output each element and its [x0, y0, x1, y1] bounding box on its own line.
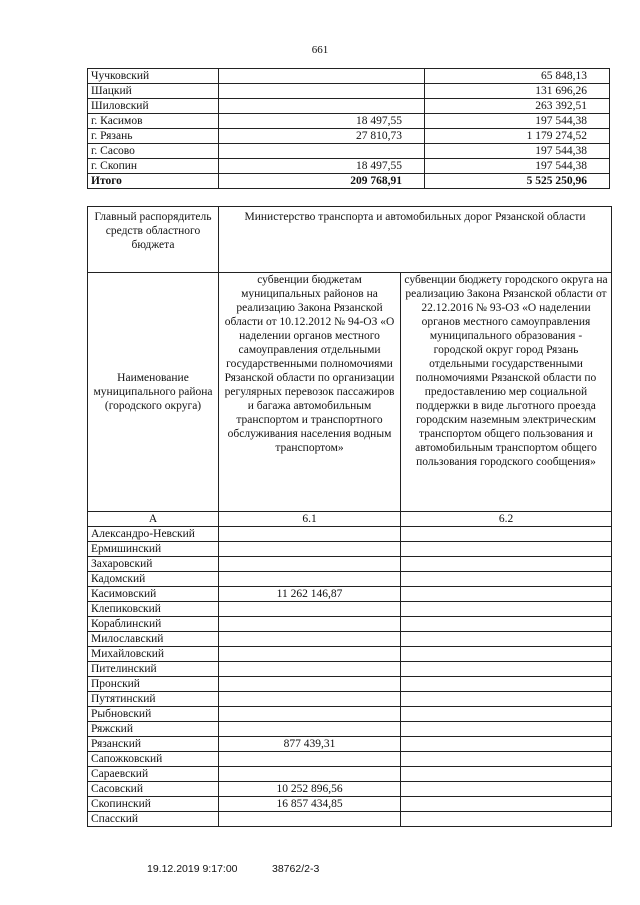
table-row — [88, 752, 612, 767]
district-name: Милославский — [88, 632, 219, 647]
value-6-2 — [401, 767, 612, 782]
value-cell: 263 392,51 — [425, 99, 610, 114]
district-name: Ермишинский — [88, 542, 219, 557]
region-name: г. Касимов — [88, 114, 219, 129]
table-row — [88, 722, 612, 737]
district-name: Клепиковский — [88, 602, 219, 617]
district-name: Ряжский — [88, 722, 219, 737]
value-6-1 — [219, 812, 401, 827]
footer-doc-id: 38762/2-3 — [272, 863, 320, 875]
value-6-2 — [401, 692, 612, 707]
value-6-2 — [401, 647, 612, 662]
value-cell — [219, 99, 425, 114]
district-name: Касимовский — [88, 587, 219, 602]
table-row — [88, 677, 612, 692]
value-cell: 1 179 274,52 — [425, 129, 610, 144]
region-name: Шацкий — [88, 84, 219, 99]
table-row — [88, 647, 612, 662]
value-6-2 — [401, 527, 612, 542]
table-row — [88, 692, 612, 707]
table-row — [88, 767, 612, 782]
district-name: Спасский — [88, 812, 219, 827]
table-row — [88, 707, 612, 722]
code-6-2: 6.2 — [401, 512, 612, 527]
district-name: Путятинский — [88, 692, 219, 707]
ministry-name: Министерство транспорта и автомобильных дорог Рязанской области — [219, 207, 612, 273]
code-a: А — [88, 512, 219, 527]
table-row — [88, 542, 612, 557]
value-6-1 — [219, 572, 401, 587]
value-cell: 131 696,26 — [425, 84, 610, 99]
table-row — [88, 587, 612, 602]
value-6-1 — [219, 707, 401, 722]
value-6-2 — [401, 662, 612, 677]
value-6-1 — [219, 662, 401, 677]
value-6-1 — [219, 677, 401, 692]
district-name: Рязанский — [88, 737, 219, 752]
page-number: 661 — [311, 44, 329, 56]
value-6-1: 16 857 434,85 — [219, 797, 401, 812]
district-name: Кораблинский — [88, 617, 219, 632]
value-cell: 197 544,38 — [425, 159, 610, 174]
value-6-1 — [219, 752, 401, 767]
value-cell — [219, 144, 425, 159]
value-6-2 — [401, 737, 612, 752]
value-6-2 — [401, 722, 612, 737]
value-6-2 — [401, 632, 612, 647]
footer-timestamp: 19.12.2019 9:17:00 — [147, 863, 238, 875]
total-value: 5 525 250,96 — [425, 174, 610, 189]
district-name: Рыбновский — [88, 707, 219, 722]
name-label: Наименование муниципального района (городского округа) — [88, 273, 219, 512]
value-cell: 18 497,55 — [219, 159, 425, 174]
value-cell: 65 848,13 — [425, 69, 610, 84]
value-cell: 197 544,38 — [425, 144, 610, 159]
value-cell — [219, 69, 425, 84]
top-summary-table — [87, 68, 610, 189]
value-cell — [219, 84, 425, 99]
value-6-2 — [401, 752, 612, 767]
district-name: Сапожковский — [88, 752, 219, 767]
value-6-2 — [401, 557, 612, 572]
table-row — [88, 69, 610, 84]
total-value: 209 768,91 — [219, 174, 425, 189]
col61-description: субвенции бюджетам муниципальных районов на реализацию Закона Рязанской области от 10.12.2012 № 94-ОЗ «О наделении органов местного самоуправления отдельными государственными полномочиями Рязанской области по организации регулярных перевозок пассажиров и багажа автомобильным транспортом и транспортного обслуживания населения водным транспортом» — [219, 273, 401, 512]
district-name: Скопинский — [88, 797, 219, 812]
value-6-1 — [219, 767, 401, 782]
table-row — [88, 632, 612, 647]
table-row — [88, 617, 612, 632]
district-name: Михайловский — [88, 647, 219, 662]
table-row — [88, 557, 612, 572]
value-6-1 — [219, 542, 401, 557]
value-6-1 — [219, 557, 401, 572]
value-6-1: 10 252 896,56 — [219, 782, 401, 797]
total-row — [88, 174, 610, 189]
district-name: Захаровский — [88, 557, 219, 572]
table-row — [88, 602, 612, 617]
header-row-admin — [88, 207, 612, 273]
code-6-1: 6.1 — [219, 512, 401, 527]
table-row — [88, 572, 612, 587]
region-name: Чучковский — [88, 69, 219, 84]
table-row — [88, 662, 612, 677]
value-6-1 — [219, 527, 401, 542]
total-label: Итого — [88, 174, 219, 189]
value-6-1 — [219, 647, 401, 662]
value-6-1: 877 439,31 — [219, 737, 401, 752]
value-6-1 — [219, 617, 401, 632]
district-name: Пителинский — [88, 662, 219, 677]
value-6-1 — [219, 722, 401, 737]
col62-description: субвенции бюджету городского округа на реализацию Закона Рязанской области от 22.12.2016 № 93-ОЗ «О наделении органов местного самоуправления муниципального образования - городской округ город Рязань отдельными государственными полномочиями Рязанской области по предоставлению мер социальной поддержки в виде льготного проезда городским наземным электрическим транспортом общего пользования и автомобильным транспортом общего пользования городского сообщения» — [401, 273, 612, 512]
value-cell: 197 544,38 — [425, 114, 610, 129]
value-6-2 — [401, 542, 612, 557]
value-6-1 — [219, 632, 401, 647]
header-row-desc — [88, 273, 612, 512]
value-cell: 27 810,73 — [219, 129, 425, 144]
table-row — [88, 99, 610, 114]
value-6-1: 11 262 146,87 — [219, 587, 401, 602]
value-6-1 — [219, 602, 401, 617]
district-name: Кадомский — [88, 572, 219, 587]
table-row — [88, 812, 612, 827]
value-6-2 — [401, 677, 612, 692]
allocation-table — [87, 206, 612, 827]
value-6-2 — [401, 707, 612, 722]
value-6-2 — [401, 812, 612, 827]
value-6-2 — [401, 587, 612, 602]
region-name: г. Сасово — [88, 144, 219, 159]
value-6-1 — [219, 692, 401, 707]
value-6-2 — [401, 572, 612, 587]
table-row — [88, 144, 610, 159]
value-6-2 — [401, 617, 612, 632]
region-name: Шиловский — [88, 99, 219, 114]
table-row — [88, 527, 612, 542]
table-row — [88, 84, 610, 99]
admin-label: Главный распорядитель средств областного бюджета — [88, 207, 219, 273]
value-cell: 18 497,55 — [219, 114, 425, 129]
table-row — [88, 797, 612, 812]
header-row-codes — [88, 512, 612, 527]
table-row — [88, 159, 610, 174]
district-name: Пронский — [88, 677, 219, 692]
district-name: Сараевский — [88, 767, 219, 782]
table-row — [88, 737, 612, 752]
value-6-2 — [401, 602, 612, 617]
table-row — [88, 114, 610, 129]
table-row — [88, 782, 612, 797]
district-name: Сасовский — [88, 782, 219, 797]
district-name: Александро-Невский — [88, 527, 219, 542]
value-6-2 — [401, 797, 612, 812]
table-row — [88, 129, 610, 144]
value-6-2 — [401, 782, 612, 797]
region-name: г. Рязань — [88, 129, 219, 144]
region-name: г. Скопин — [88, 159, 219, 174]
